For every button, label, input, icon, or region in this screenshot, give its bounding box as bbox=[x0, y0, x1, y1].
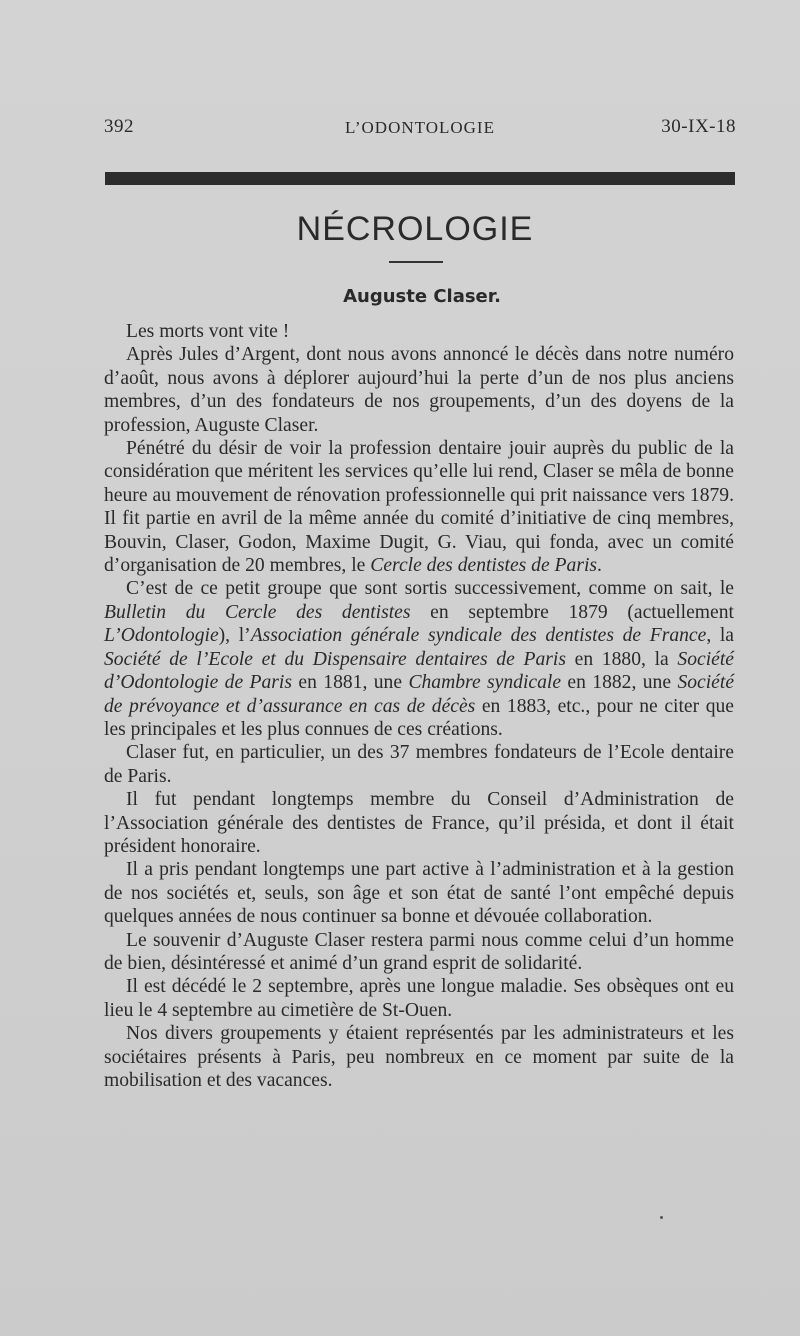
paragraph: Pénétré du désir de voir la profession dentaire jouir auprès du public de la considération que méritent les services qu’elle lui rend, Claser se mêla de bonne heure au mouvement de rénovation professionnelle qui prit naissance vers 1879. Il fit partie en avril de la même année du comité d’initiative de cinq membres, Bouvin, Claser, Godon, Maxime Dugit, G. Viau, qui fonda, avec un comité d’organisation de 20 membres, le Cercle des dentistes de Paris. bbox=[104, 438, 734, 577]
header-rule bbox=[105, 172, 735, 185]
paragraph: Les morts vont vite ! bbox=[126, 321, 290, 342]
paragraph: Il a pris pendant longtemps une part active à l’administration et à la gestion de nos sociétés et, seuls, son âge et son état de santé l’ont empêché depuis quelques années de nous continuer sa bonne et dévouée collaboration. bbox=[104, 859, 734, 928]
paragraph: Claser fut, en particulier, un des 37 membres fondateurs de l’Ecole dentaire de Paris. bbox=[104, 742, 734, 787]
article-body bbox=[104, 320, 734, 1092]
journal-title: L’ODONTOLOGIE bbox=[345, 118, 495, 137]
running-header bbox=[104, 116, 736, 142]
paragraph: Le souvenir d’Auguste Claser restera parmi nous comme celui d’un homme de bien, désintéressé et animé d’un grand esprit de solidarité. bbox=[104, 929, 734, 974]
article-subtitle: Auguste Claser. bbox=[343, 286, 501, 307]
paragraph: Après Jules d’Argent, dont nous avons annoncé le décès dans notre numéro d’août, nous avons à déplorer aujourd’hui la perte d’un de nos plus anciens membres, d’un des fondateurs de nos groupements, d’un des doyens de la profession, Auguste Claser. bbox=[104, 344, 734, 436]
paper-speck bbox=[660, 1216, 663, 1219]
paragraph: Il est décédé le 2 septembre, après une longue maladie. Ses obsèques ont eu lieu le 4 septembre au cimetière de St-Ouen. bbox=[104, 976, 734, 1021]
paragraph: C’est de ce petit groupe que sont sortis successivement, comme on sait, le Bulletin du Cercle des dentistes en septembre 1879 (actuellement L’Odontologie), l’Association générale syndicale des dentistes de France, la Société de l’Ecole et du Dispensaire dentaires de Paris en 1880, la Société d’Odontologie de Paris en 1881, une Chambre syndicale en 1882, une Société de prévoyance et d’assurance en cas de décès en 1883, etc., pour ne citer que les principales et les plus connues de ces créations. bbox=[104, 578, 735, 740]
paragraph: Nos divers groupements y étaient représentés par les administrateurs et les sociétaires présents à Paris, peu nombreux en ce moment par suite de la mobilisation et des vacances. bbox=[104, 1023, 734, 1091]
issue-date: 30-IX-18 bbox=[661, 116, 736, 137]
section-title: NÉCROLOGIE bbox=[296, 210, 534, 248]
paragraph: Il fut pendant longtemps membre du Conseil d’Administration de l’Association générale des dentistes de France, qu’il présida, et dont il était président honoraire. bbox=[104, 789, 734, 857]
title-divider bbox=[389, 261, 443, 263]
page-number: 392 bbox=[104, 116, 134, 137]
